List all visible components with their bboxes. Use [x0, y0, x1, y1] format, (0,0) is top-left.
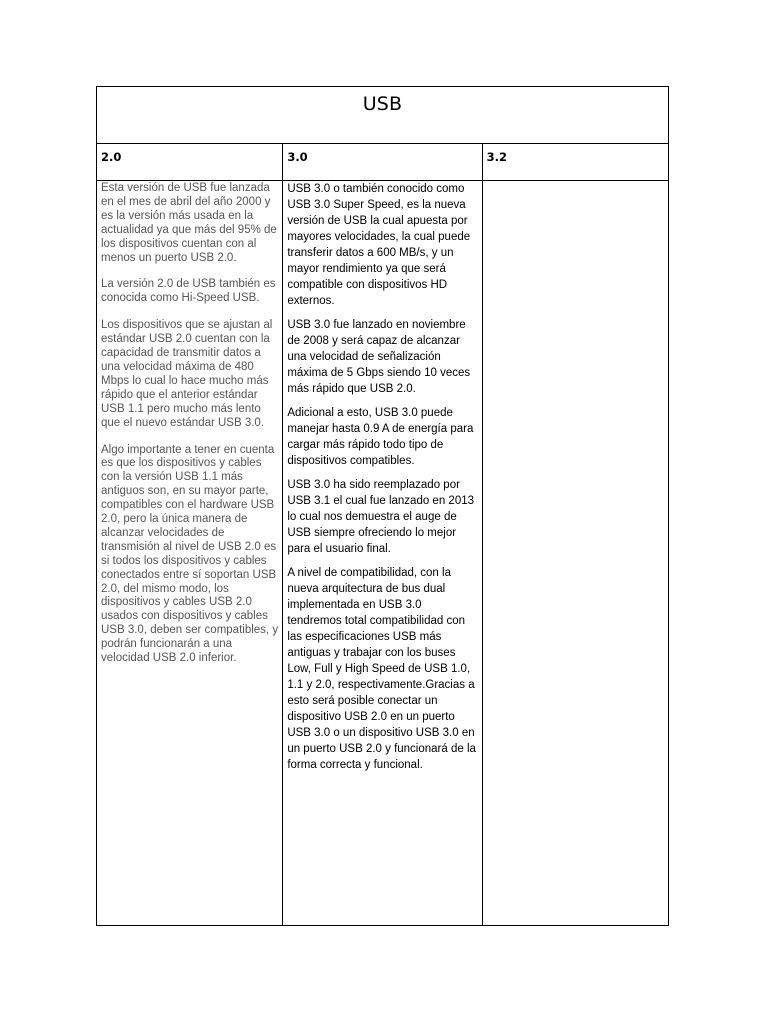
usb-2-0-text — [97, 181, 282, 666]
header-row — [97, 144, 669, 181]
usb-2-0-paragraph: La versión 2.0 de USB también es conocida como Hi-Speed USB. — [101, 278, 276, 305]
usb-3-0-paragraph: Adicional a esto, USB 3.0 puede manejar hasta 0.9 A de energía para cargar más rápido todo tipo de dispositivos compatibles. — [287, 407, 474, 467]
content-cell-3-0 — [283, 181, 482, 926]
usb-3-0-paragraph: USB 3.0 fue lanzado en noviembre de 2008 y será capaz de alcanzar una velocidad de señalización máxima de 5 Gbps siendo 10 veces más rápido que USB 2.0. — [287, 319, 471, 395]
header-3-2: 3.2 — [486, 150, 508, 164]
header-2-0: 2.0 — [101, 150, 122, 164]
content-row — [97, 181, 669, 926]
header-cell-3-2 — [482, 144, 668, 181]
usb-2-0-paragraph: Los dispositivos que se ajustan al estándar USB 2.0 cuentan con la capacidad de transmitir datos a una velocidad máxima de 480 Mbps lo cual lo hace mucho más rápido que el anterior estándar USB 1.1 pero mucho más lento que el nuevo estándar USB 3.0. — [101, 319, 273, 429]
header-cell-3-0 — [283, 144, 482, 181]
content-cell-3-2 — [482, 181, 668, 926]
header-3-0: 3.0 — [287, 150, 308, 164]
usb-3-0-text — [283, 181, 481, 773]
usb-2-0-paragraph: Algo importante a tener en cuenta es que los dispositivos y cables con la versión USB 1.1 más antiguos son, en su mayor parte, compatibles con el hardware USB 2.0, pero la única manera de alcanzar velocidades de transmisión al nivel de USB 2.0 es si todos los dispositivos y cables conectados entre sí soportan USB 2.0, del mismo modo, los dispositivos y cables USB 2.0 usados con dispositivos y cables USB 3.0, deben ser compatibles, y podrán funcionarán a una velocidad USB 2.0 inferior. — [101, 443, 279, 665]
usb-comparison-table — [96, 86, 669, 926]
table-title: USB — [362, 93, 403, 115]
usb-3-0-paragraph: A nivel de compatibilidad, con la nueva arquitectura de bus dual implementada en USB 3.0 tendremos total compatibilidad con las especificaciones USB más antiguas y trabajar con los buses Low, Full y High Speed de USB 1.0, 1.1 y 2.0, respectivamente.Gracias a esto será posible conectar un dispositivo USB 2.0 en un puerto USB 3.0 o un dispositivo USB 3.0 en un puerto USB 2.0 y funcionará de la forma correcta y funcional. — [287, 567, 476, 771]
usb-3-0-paragraph: USB 3.0 o también conocido como USB 3.0 Super Speed, es la nueva versión de USB la cual apuesta por mayores velocidades, la cual puede transferir datos a 600 MB/s, y un mayor rendimiento ya que será compatible con dispositivos HD externos. — [287, 183, 471, 307]
title-row — [97, 87, 669, 144]
header-cell-2-0 — [97, 144, 283, 181]
content-cell-2-0 — [97, 181, 283, 926]
usb-3-0-paragraph: USB 3.0 ha sido reemplazado por USB 3.1 el cual fue lanzado en 2013 lo cual nos demuestra el auge de USB siempre ofreciendo lo mejor para el usuario final. — [287, 479, 475, 555]
table-title-cell — [97, 87, 669, 144]
usb-2-0-paragraph: Esta versión de USB fue lanzada en el mes de abril del año 2000 y es la versión más usada en la actualidad ya que más del 95% de los dispositivos cuentan con al menos un puerto USB 2.0. — [101, 182, 277, 264]
